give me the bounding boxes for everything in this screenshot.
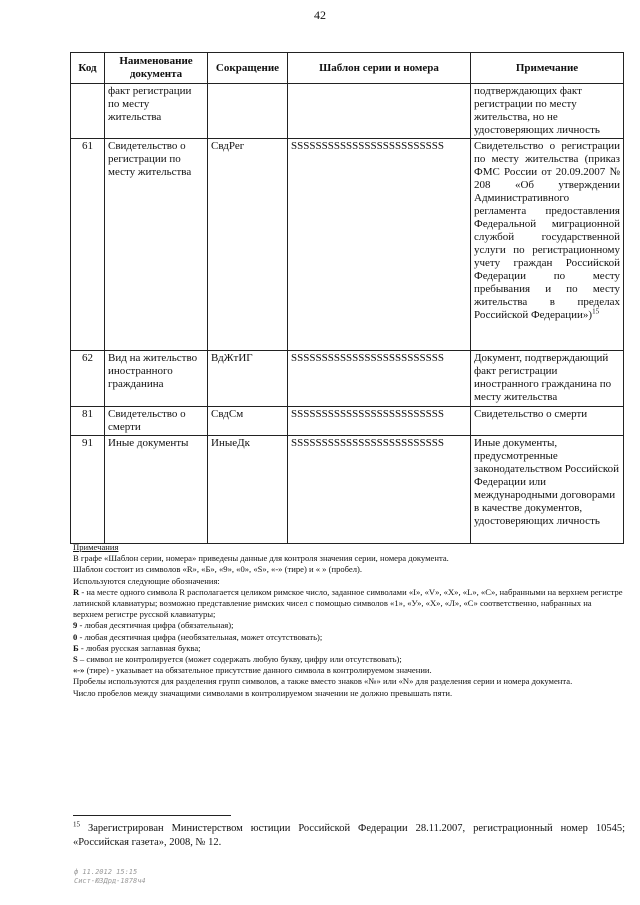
table-header-row xyxy=(71,53,624,84)
cell-name: факт регистрации по месту жительства xyxy=(105,84,208,139)
footnote-ref: 15 xyxy=(592,307,600,316)
cell-code: 61 xyxy=(71,139,105,351)
cell-abbr: СвдРег xyxy=(208,139,288,351)
page-number: 42 xyxy=(314,8,326,22)
notes-symbols-line: Шаблон состоит из символов «R», «Б», «9», «0», «S», «-» (тире) и « » (пробел). xyxy=(73,564,363,575)
table-row-continuation xyxy=(71,84,624,139)
notes-item-r: R - на месте одного символа R располагается целиком римское число, заданное символами «I», «V», «X», «L», «C», набранными на верхнем регистре латинской клавиатуры; возможно представление римских чисел с помощью символов «1», «У», «Х», «Л», «С» соответственно, набранных на верхнем регистре русской клавиатуры; xyxy=(73,586,623,620)
note-text: Свидетельство о регистрации по месту жительства (приказ ФМС России от 20.09.2007 № 208 «Об утверждении Административного регламента предоставления Федеральной миграционной службой государственной услуги по регистрационному учету граждан Российской Федерации по месту пребывания и по месту жительства в пределах Российской Федерации») xyxy=(474,140,620,321)
cell-abbr: СвдСм xyxy=(208,407,288,436)
header-note: Примечание xyxy=(471,53,624,84)
cell-abbr: ИныеДк xyxy=(208,436,288,544)
notes-item-s: S – символ не контролируется (может содержать любую букву, цифру или отсутствовать); xyxy=(73,654,402,665)
table-row xyxy=(71,139,624,351)
cell-note: Документ, подтверждающий факт регистрации иностранного гражданина по месту жительства xyxy=(471,351,624,407)
header-abbr: Сокращение xyxy=(208,53,288,84)
footnote-number: 15 xyxy=(73,820,80,829)
notes-item-9: 9 - любая десятичная цифра (обязательная); xyxy=(73,620,234,631)
table-row xyxy=(71,436,624,544)
cell-template: SSSSSSSSSSSSSSSSSSSSSSSSS xyxy=(288,139,471,351)
notes-item-dash: «-» (тире) - указывает на обязательное присутствие данного символа в контролируемом значении. xyxy=(73,665,432,676)
header-code: Код xyxy=(71,53,105,84)
print-stamp: ф 11.2012 15:15 Сист-ЮЗДрд-1878ч4 xyxy=(74,868,146,885)
cell-code: 62 xyxy=(71,351,105,407)
cell-code: 91 xyxy=(71,436,105,544)
cell-abbr: ВдЖтИГ xyxy=(208,351,288,407)
cell-note: подтверждающих факт регистрации по месту жительства, но не удостоверяющих личность xyxy=(471,84,624,139)
cell-name: Свидетельство о смерти xyxy=(105,407,208,436)
footnote xyxy=(73,822,625,850)
cell-template: SSSSSSSSSSSSSSSSSSSSSSSSS xyxy=(288,436,471,544)
notes-item-0: 0 - любая десятичная цифра (необязательная, может отсутствовать); xyxy=(73,631,323,642)
cell-template: SSSSSSSSSSSSSSSSSSSSSSSSS xyxy=(288,351,471,407)
cell-template: SSSSSSSSSSSSSSSSSSSSSSSSS xyxy=(288,407,471,436)
header-template: Шаблон серии и номера xyxy=(288,53,471,84)
cell-name: Свидетельство о регистрации по месту жительства xyxy=(105,139,208,351)
notes-item-b: Б - любая русская заглавная буква; xyxy=(73,642,201,653)
cell-note: Свидетельство о смерти xyxy=(471,407,624,436)
notes-spaces: Пробелы используются для разделения групп символов, а также вместо знаков «№» или «N» для разделения серии и номера документа. xyxy=(73,676,573,687)
cell-abbr xyxy=(208,84,288,139)
cell-name: Иные документы xyxy=(105,436,208,544)
document-type-table xyxy=(70,52,624,544)
notes-legend-intro: Используются следующие обозначения: xyxy=(73,575,220,586)
notes-max-spaces: Число пробелов между значащими символами в контролируемом значении не должно превышать пяти. xyxy=(73,687,453,698)
cell-name: Вид на жительство иностранного гражданина xyxy=(105,351,208,407)
cell-note xyxy=(471,139,624,351)
notes-intro: В графе «Шаблон серии, номера» приведены данные для контроля значения серии, номера документа. xyxy=(73,553,449,564)
header-name: Наименование документа xyxy=(105,53,208,84)
cell-template xyxy=(288,84,471,139)
notes-section xyxy=(73,542,623,699)
cell-note: Иные документы, предусмотренные законодательством Российской Федерации или международными договорами в качестве документов, удостоверяющих личность xyxy=(471,436,624,544)
notes-heading: Примечания xyxy=(73,542,119,552)
table-row xyxy=(71,351,624,407)
table-row xyxy=(71,407,624,436)
footnote-text: Зарегистрирован Министерством юстиции Российской Федерации 28.11.2007, регистрационный номер 10545; «Российская газета», 2008, № 12. xyxy=(73,823,626,848)
footnote-divider xyxy=(73,815,231,816)
cell-code xyxy=(71,84,105,139)
cell-code: 81 xyxy=(71,407,105,436)
